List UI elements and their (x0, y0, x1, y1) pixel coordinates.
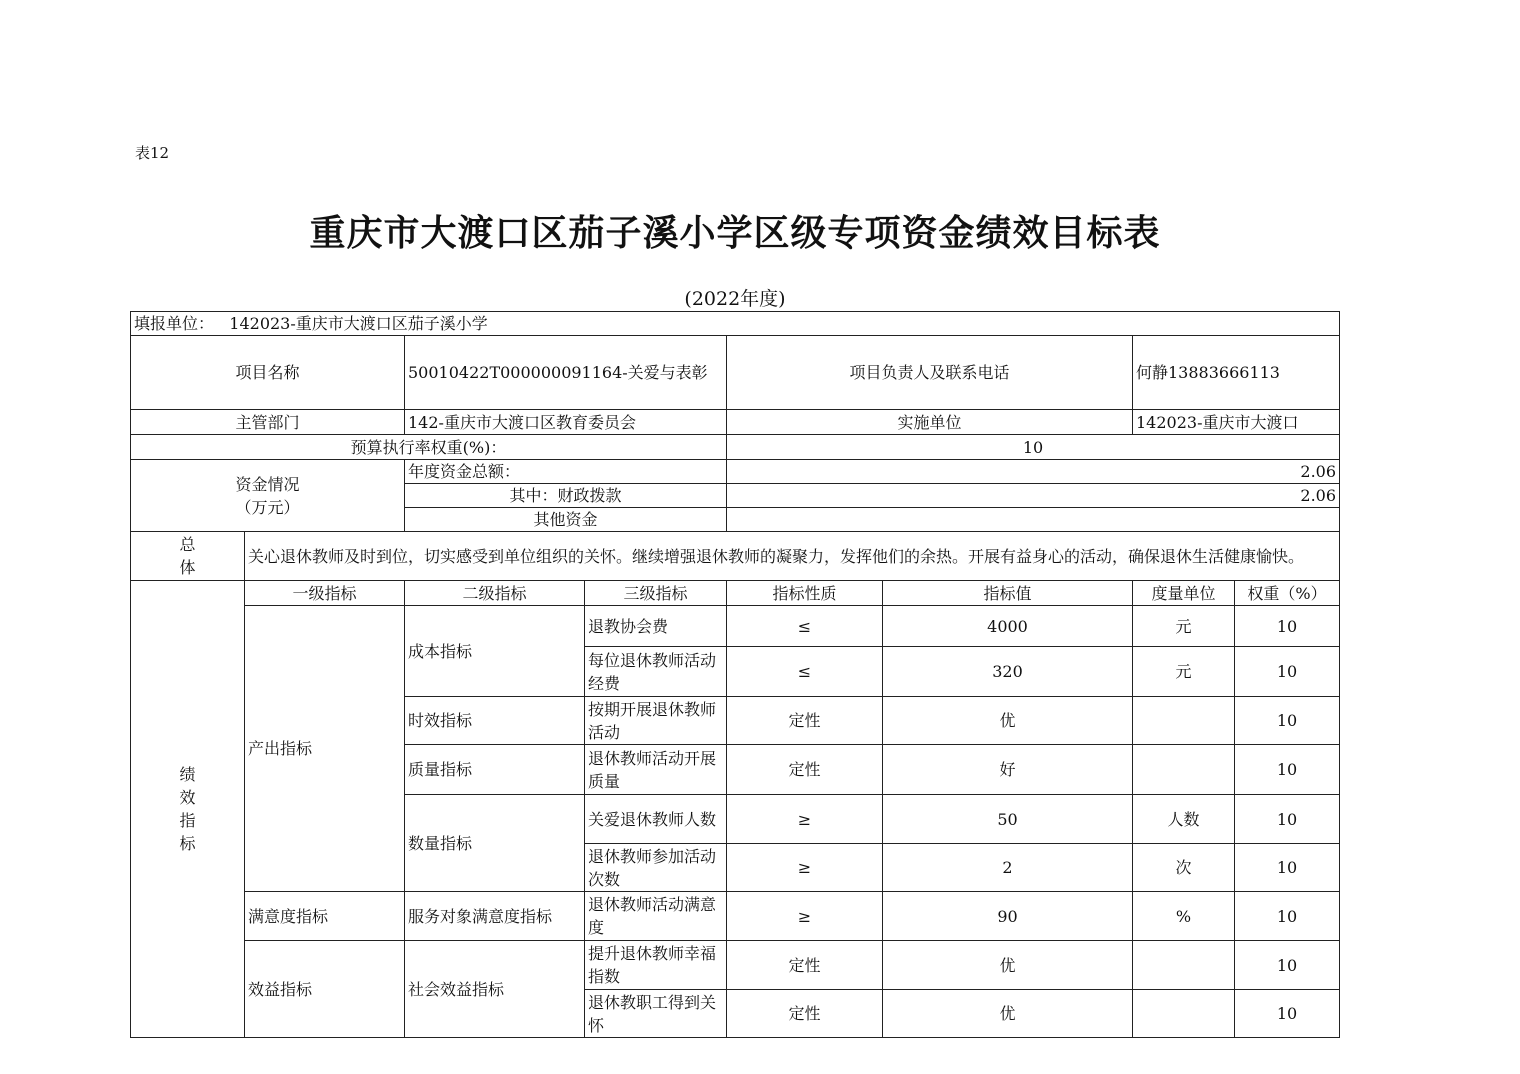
perf-label-char: 效 (179, 788, 196, 807)
unit-cell (1133, 745, 1235, 795)
contact-label: 项目负责人及联系电话 (727, 336, 1133, 410)
value-cell: 2 (883, 844, 1133, 892)
funds-other-value (727, 508, 1340, 532)
header-l3: 三级指标 (585, 581, 727, 606)
reporting-unit-label: 填报单位： (134, 314, 215, 333)
l3-cell: 退教协会费 (585, 606, 727, 647)
value-cell: 好 (883, 745, 1133, 795)
l3-cell: 提升退休教师幸福指数 (585, 941, 727, 990)
header-l1: 一级指标 (245, 581, 405, 606)
page-title: 重庆市大渡口区茄子溪小学区级专项资金绩效目标表 (309, 213, 1161, 254)
funds-other-label: 其他资金 (405, 508, 727, 532)
project-name-value: 50010422T000000091164-关爱与表彰 (405, 336, 727, 410)
l2-quantity: 数量指标 (405, 795, 585, 892)
overall-label-2: 体 (179, 558, 196, 577)
overall-label (131, 532, 245, 581)
unit-cell (1133, 697, 1235, 745)
perf-label-char: 绩 (179, 765, 196, 784)
budget-rate-label: 预算执行率权重(%)： (131, 435, 727, 460)
contact-value: 何静13883666113 (1133, 336, 1340, 410)
nature-cell: ≤ (727, 647, 883, 697)
unit-cell (1133, 941, 1235, 990)
weight-cell: 10 (1235, 606, 1340, 647)
department-value: 142-重庆市大渡口区教育委员会 (405, 410, 727, 435)
overall-label-1: 总 (179, 535, 196, 554)
unit-cell: % (1133, 892, 1235, 941)
reporting-unit-value: 142023-重庆市大渡口区茄子溪小学 (229, 314, 488, 333)
funds-title: 资金情况 (235, 474, 300, 494)
overall-text: 关心退休教师及时到位，切实感受到单位组织的关怀。继续增强退休教师的凝聚力，发挥他们的余热。开展有益身心的活动，确保退休生活健康愉快。 (245, 532, 1340, 581)
weight-cell: 10 (1235, 795, 1340, 844)
unit-cell: 人数 (1133, 795, 1235, 844)
impl-unit-label: 实施单位 (727, 410, 1133, 435)
funds-total-value: 2.06 (727, 460, 1340, 484)
nature-cell: ≥ (727, 795, 883, 844)
value-cell: 50 (883, 795, 1133, 844)
year-label: (2022年度) (684, 288, 786, 310)
weight-cell: 10 (1235, 745, 1340, 795)
weight-cell: 10 (1235, 941, 1340, 990)
department-label: 主管部门 (131, 410, 405, 435)
header-unit: 度量单位 (1133, 581, 1235, 606)
value-cell: 4000 (883, 606, 1133, 647)
nature-cell: 定性 (727, 697, 883, 745)
weight-cell: 10 (1235, 697, 1340, 745)
project-name-label: 项目名称 (131, 336, 405, 410)
unit-cell: 次 (1133, 844, 1235, 892)
unit-cell (1133, 990, 1235, 1038)
weight-cell: 10 (1235, 990, 1340, 1038)
l3-cell: 每位退休教师活动经费 (585, 647, 727, 697)
l3-cell: 关爱退休教师人数 (585, 795, 727, 844)
unit-cell: 元 (1133, 606, 1235, 647)
nature-cell: ≤ (727, 606, 883, 647)
nature-cell: ≥ (727, 892, 883, 941)
impl-unit-value: 142023-重庆市大渡口 (1133, 410, 1340, 435)
header-value: 指标值 (883, 581, 1133, 606)
funds-fiscal-label: 其中：财政拨款 (405, 484, 727, 508)
nature-cell: ≥ (727, 844, 883, 892)
l2-service-satisfaction: 服务对象满意度指标 (405, 892, 585, 941)
funds-unit: （万元） (235, 497, 300, 517)
l1-satisfaction: 满意度指标 (245, 892, 405, 941)
value-cell: 优 (883, 697, 1133, 745)
l1-output: 产出指标 (245, 606, 405, 892)
funds-label (131, 460, 405, 532)
l3-cell: 退休教职工得到关怀 (585, 990, 727, 1038)
table-number: 表12 (135, 144, 170, 162)
performance-table (130, 311, 1340, 1038)
value-cell: 90 (883, 892, 1133, 941)
l3-cell: 退休教师活动开展质量 (585, 745, 727, 795)
l3-cell: 退休教师活动满意度 (585, 892, 727, 941)
weight-cell: 10 (1235, 844, 1340, 892)
header-l2: 二级指标 (405, 581, 585, 606)
nature-cell: 定性 (727, 990, 883, 1038)
perf-label-char: 指 (179, 811, 196, 830)
l3-cell: 退休教师参加活动次数 (585, 844, 727, 892)
nature-cell: 定性 (727, 745, 883, 795)
perf-label-char: 标 (179, 834, 196, 853)
value-cell: 320 (883, 647, 1133, 697)
header-weight: 权重（%） (1235, 581, 1340, 606)
l2-social-benefit: 社会效益指标 (405, 941, 585, 1038)
weight-cell: 10 (1235, 892, 1340, 941)
unit-cell: 元 (1133, 647, 1235, 697)
l2-quality: 质量指标 (405, 745, 585, 795)
l2-cost: 成本指标 (405, 606, 585, 697)
funds-fiscal-value: 2.06 (727, 484, 1340, 508)
l3-cell: 按期开展退休教师活动 (585, 697, 727, 745)
header-nature: 指标性质 (727, 581, 883, 606)
nature-cell: 定性 (727, 941, 883, 990)
value-cell: 优 (883, 990, 1133, 1038)
value-cell: 优 (883, 941, 1133, 990)
l1-benefit: 效益指标 (245, 941, 405, 1038)
weight-cell: 10 (1235, 647, 1340, 697)
reporting-unit (131, 312, 1340, 336)
perf-label (131, 581, 245, 1038)
funds-total-label: 年度资金总额： (405, 460, 727, 484)
l2-timeliness: 时效指标 (405, 697, 585, 745)
budget-rate-value: 10 (727, 435, 1340, 460)
